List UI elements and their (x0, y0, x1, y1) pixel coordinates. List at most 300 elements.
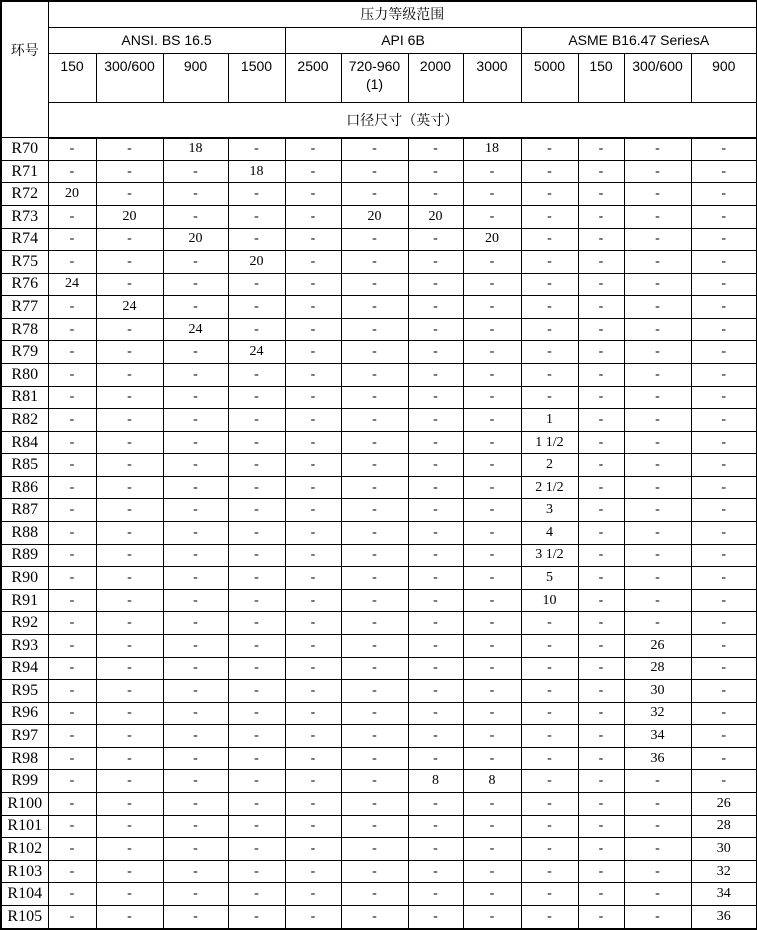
table-cell: - (163, 522, 228, 545)
table-cell: - (341, 228, 408, 251)
table-cell: - (341, 522, 408, 545)
table-cell: - (691, 770, 757, 793)
table-cell: - (163, 725, 228, 748)
table-cell: - (578, 680, 624, 703)
table-row (1, 341, 757, 364)
table-cell: - (163, 680, 228, 703)
table-row (1, 634, 757, 657)
table-cell: - (285, 792, 341, 815)
table-cell: - (624, 183, 691, 206)
table-cell: - (408, 499, 463, 522)
table-cell: - (463, 386, 521, 409)
row-label: R99 (1, 770, 48, 793)
table-cell: 18 (228, 160, 285, 183)
table-cell: - (463, 792, 521, 815)
table-cell: - (285, 386, 341, 409)
table-cell: - (228, 792, 285, 815)
table-cell: - (624, 431, 691, 454)
table-cell: - (228, 522, 285, 545)
table-cell: - (285, 589, 341, 612)
table-cell: - (48, 341, 96, 364)
table-cell: - (228, 770, 285, 793)
table-row (1, 815, 757, 838)
table-cell: - (624, 838, 691, 861)
table-cell: - (341, 431, 408, 454)
table-cell: - (624, 273, 691, 296)
table-cell: - (163, 386, 228, 409)
table-cell: - (691, 183, 757, 206)
table-cell: - (578, 905, 624, 929)
table-cell: - (463, 522, 521, 545)
table-cell: - (96, 589, 163, 612)
table-cell: - (163, 364, 228, 387)
table-cell: - (163, 160, 228, 183)
table-cell: - (463, 838, 521, 861)
table-cell: - (578, 815, 624, 838)
table-cell: - (228, 296, 285, 319)
table-cell: - (163, 657, 228, 680)
table-cell: - (463, 725, 521, 748)
table-cell: - (228, 273, 285, 296)
table-cell: - (408, 792, 463, 815)
table-cell: - (341, 815, 408, 838)
table-cell: - (96, 318, 163, 341)
table-cell: - (578, 657, 624, 680)
table-cell: - (48, 318, 96, 341)
table-cell: - (521, 680, 578, 703)
table-cell: - (228, 725, 285, 748)
table-cell: - (578, 725, 624, 748)
table-cell: - (624, 860, 691, 883)
table-cell: - (521, 364, 578, 387)
table-cell: - (163, 251, 228, 274)
table-title-row (1, 1, 757, 27)
table-cell: - (578, 251, 624, 274)
table-cell: - (285, 476, 341, 499)
table-cell: - (228, 205, 285, 228)
table-cell: - (463, 657, 521, 680)
row-label: R87 (1, 499, 48, 522)
table-cell: - (285, 634, 341, 657)
pressure-col-header: 3000 (463, 53, 521, 102)
table-cell: - (163, 296, 228, 319)
table-cell: - (463, 883, 521, 906)
table-cell: - (285, 205, 341, 228)
table-cell: - (521, 634, 578, 657)
row-label: R70 (1, 138, 48, 161)
table-cell: 20 (96, 205, 163, 228)
table-cell: - (408, 725, 463, 748)
table-cell: - (624, 251, 691, 274)
table-cell: - (408, 318, 463, 341)
table-cell: - (48, 838, 96, 861)
table-cell: - (463, 431, 521, 454)
table-cell: - (96, 612, 163, 635)
table-cell: - (463, 544, 521, 567)
table-cell: - (285, 228, 341, 251)
row-label: R81 (1, 386, 48, 409)
table-cell: - (578, 589, 624, 612)
table-cell: 20 (48, 183, 96, 206)
row-label: R73 (1, 205, 48, 228)
table-cell: - (578, 138, 624, 161)
table-cell: - (163, 883, 228, 906)
table-cell: - (408, 296, 463, 319)
table-cell: - (578, 183, 624, 206)
table-cell: 24 (48, 273, 96, 296)
table-cell: 4 (521, 522, 578, 545)
table-cell: - (48, 499, 96, 522)
table-cell: - (228, 431, 285, 454)
table-cell: - (408, 364, 463, 387)
table-cell: - (624, 770, 691, 793)
table-cell: - (163, 454, 228, 477)
table-cell: - (48, 589, 96, 612)
table-cell: - (521, 386, 578, 409)
table-cell: - (48, 409, 96, 432)
table-cell: - (285, 409, 341, 432)
table-cell: - (341, 770, 408, 793)
table-cell: - (48, 792, 96, 815)
table-cell: - (96, 634, 163, 657)
table-cell: - (163, 589, 228, 612)
table-cell: - (691, 138, 757, 161)
table-cell: - (96, 883, 163, 906)
pressure-col-header: 5000 (521, 53, 578, 102)
table-row (1, 544, 757, 567)
table-cell: - (691, 205, 757, 228)
table-cell: - (624, 296, 691, 319)
table-cell: - (408, 476, 463, 499)
table-cell: - (48, 883, 96, 906)
table-cell: - (578, 544, 624, 567)
table-cell: - (48, 205, 96, 228)
pressure-class-row (1, 53, 757, 102)
row-label: R93 (1, 634, 48, 657)
table-cell: - (341, 905, 408, 929)
table-cell: - (463, 364, 521, 387)
table-cell: - (624, 454, 691, 477)
table-cell: - (463, 273, 521, 296)
table-cell: 30 (624, 680, 691, 703)
table-cell: - (96, 905, 163, 929)
table-cell: - (578, 476, 624, 499)
row-label: R104 (1, 883, 48, 906)
table-cell: - (408, 612, 463, 635)
pressure-col-header: 900 (691, 53, 757, 102)
table-cell: - (408, 838, 463, 861)
table-cell: - (521, 792, 578, 815)
table-cell: - (48, 476, 96, 499)
table-cell: - (578, 341, 624, 364)
table-cell: - (48, 747, 96, 770)
table-cell: - (341, 589, 408, 612)
table-cell: - (341, 386, 408, 409)
row-label: R103 (1, 860, 48, 883)
table-cell: - (521, 160, 578, 183)
row-label: R91 (1, 589, 48, 612)
row-label: R96 (1, 702, 48, 725)
table-row (1, 205, 757, 228)
table-cell: - (228, 838, 285, 861)
table-cell: - (521, 860, 578, 883)
table-cell: - (463, 499, 521, 522)
table-cell: - (96, 454, 163, 477)
table-cell: - (463, 680, 521, 703)
table-cell: 8 (408, 770, 463, 793)
table-row (1, 296, 757, 319)
table-cell: - (341, 567, 408, 590)
pressure-col-header: 720-960 (1) (341, 53, 408, 102)
table-cell: - (341, 657, 408, 680)
table-cell: - (48, 702, 96, 725)
table-row (1, 431, 757, 454)
table-cell: - (408, 680, 463, 703)
table-cell: - (285, 725, 341, 748)
table-cell: - (341, 364, 408, 387)
table-cell: - (96, 838, 163, 861)
table-cell: - (691, 318, 757, 341)
table-cell: - (691, 634, 757, 657)
table-cell: - (48, 725, 96, 748)
row-label: R76 (1, 273, 48, 296)
table-cell: - (228, 386, 285, 409)
table-cell: - (341, 680, 408, 703)
table-cell: - (48, 138, 96, 161)
table-cell: - (578, 883, 624, 906)
table-cell: - (408, 905, 463, 929)
table-cell: - (578, 160, 624, 183)
table-cell: - (624, 341, 691, 364)
table-cell: - (521, 205, 578, 228)
table-cell: 5 (521, 567, 578, 590)
table-cell: - (163, 747, 228, 770)
table-row (1, 386, 757, 409)
table-cell: - (463, 183, 521, 206)
table-cell: - (521, 905, 578, 929)
table-cell: - (228, 905, 285, 929)
table-cell: - (463, 341, 521, 364)
table-cell: - (408, 522, 463, 545)
row-label: R94 (1, 657, 48, 680)
row-label: R77 (1, 296, 48, 319)
table-row (1, 138, 757, 161)
table-cell: - (691, 431, 757, 454)
row-label: R97 (1, 725, 48, 748)
table-cell: - (285, 160, 341, 183)
table-cell: - (285, 499, 341, 522)
table-cell: - (163, 183, 228, 206)
table-cell: - (96, 567, 163, 590)
table-cell: - (341, 476, 408, 499)
table-cell: - (691, 567, 757, 590)
standard-group-row (1, 27, 757, 53)
row-label: R78 (1, 318, 48, 341)
table-cell: - (578, 431, 624, 454)
table-cell: - (96, 792, 163, 815)
table-cell: - (228, 138, 285, 161)
table-cell: - (96, 499, 163, 522)
table-cell: 1 1/2 (521, 431, 578, 454)
row-label: R92 (1, 612, 48, 635)
table-cell: - (624, 160, 691, 183)
table-cell: - (408, 747, 463, 770)
table-row (1, 364, 757, 387)
table-cell: 30 (691, 838, 757, 861)
table-cell: - (163, 634, 228, 657)
table-cell: - (48, 612, 96, 635)
table-cell: - (691, 364, 757, 387)
table-cell: - (691, 589, 757, 612)
group-header-ansi: ANSI. BS 16.5 (48, 27, 285, 53)
table-cell: - (408, 431, 463, 454)
table-row (1, 251, 757, 274)
table-cell: - (521, 183, 578, 206)
table-cell: - (96, 138, 163, 161)
table-cell: - (96, 251, 163, 274)
table-cell: - (163, 205, 228, 228)
table-cell: - (408, 386, 463, 409)
table-cell: - (691, 476, 757, 499)
table-cell: - (463, 612, 521, 635)
pressure-col-header: 2000 (408, 53, 463, 102)
table-row (1, 883, 757, 906)
table-cell: - (624, 905, 691, 929)
table-cell: - (521, 883, 578, 906)
table-row (1, 838, 757, 861)
table-cell: - (341, 138, 408, 161)
table-cell: - (163, 815, 228, 838)
table-cell: 32 (624, 702, 691, 725)
pressure-col-header: 150 (578, 53, 624, 102)
table-row (1, 589, 757, 612)
row-label: R82 (1, 409, 48, 432)
table-cell: - (341, 747, 408, 770)
table-row (1, 160, 757, 183)
table-cell: 18 (163, 138, 228, 161)
table-cell: - (521, 657, 578, 680)
table-row (1, 522, 757, 545)
table-cell: - (285, 431, 341, 454)
table-cell: - (285, 364, 341, 387)
table-cell: - (521, 228, 578, 251)
table-row (1, 657, 757, 680)
table-cell: - (463, 905, 521, 929)
table-cell: - (578, 454, 624, 477)
table-cell: - (408, 589, 463, 612)
table-cell: - (285, 544, 341, 567)
table-cell: - (285, 183, 341, 206)
table-cell: - (96, 702, 163, 725)
table-cell: - (408, 228, 463, 251)
pressure-col-header: 1500 (228, 53, 285, 102)
table-cell: - (96, 364, 163, 387)
table-cell: - (48, 228, 96, 251)
table-cell: - (463, 747, 521, 770)
table-cell: - (691, 499, 757, 522)
table-cell: - (163, 409, 228, 432)
row-label: R84 (1, 431, 48, 454)
table-cell: - (228, 747, 285, 770)
table-cell: - (285, 747, 341, 770)
table-cell: - (408, 273, 463, 296)
table-cell: - (48, 431, 96, 454)
table-cell: - (228, 883, 285, 906)
table-cell: - (285, 657, 341, 680)
table-cell: - (624, 792, 691, 815)
table-cell: - (228, 702, 285, 725)
table-cell: - (341, 296, 408, 319)
table-cell: 10 (521, 589, 578, 612)
table-cell: - (228, 860, 285, 883)
table-cell: - (341, 544, 408, 567)
corner-header-ring-number: 环号 (1, 1, 48, 138)
table-cell: - (463, 318, 521, 341)
table-cell: 24 (96, 296, 163, 319)
table-cell: - (96, 657, 163, 680)
table-cell: - (624, 815, 691, 838)
table-row (1, 273, 757, 296)
table-cell: - (408, 657, 463, 680)
table-cell: - (285, 341, 341, 364)
table-cell: - (341, 702, 408, 725)
table-cell: - (691, 386, 757, 409)
row-label: R72 (1, 183, 48, 206)
table-cell: - (96, 522, 163, 545)
row-label: R102 (1, 838, 48, 861)
table-cell: - (96, 680, 163, 703)
table-cell: - (408, 341, 463, 364)
table-cell: - (163, 544, 228, 567)
table-cell: - (578, 318, 624, 341)
table-cell: - (228, 183, 285, 206)
table-cell: - (228, 544, 285, 567)
table-cell: - (228, 589, 285, 612)
table-row (1, 792, 757, 815)
row-label: R95 (1, 680, 48, 703)
table-cell: 20 (228, 251, 285, 274)
table-cell: 36 (691, 905, 757, 929)
table-cell: - (163, 341, 228, 364)
table-cell: - (578, 364, 624, 387)
table-cell: - (341, 499, 408, 522)
table-cell: - (578, 860, 624, 883)
table-cell: - (521, 138, 578, 161)
table-cell: - (408, 454, 463, 477)
table-cell: 18 (463, 138, 521, 161)
table-cell: - (228, 409, 285, 432)
table-row (1, 454, 757, 477)
table-row (1, 860, 757, 883)
table-cell: 2 1/2 (521, 476, 578, 499)
table-cell: - (463, 702, 521, 725)
table-cell: - (96, 386, 163, 409)
table-cell: - (691, 273, 757, 296)
table-cell: - (624, 567, 691, 590)
table-cell: - (285, 883, 341, 906)
table-row (1, 612, 757, 635)
table-cell: - (228, 657, 285, 680)
table-cell: - (96, 770, 163, 793)
table-cell: - (408, 883, 463, 906)
table-cell: - (96, 860, 163, 883)
table-cell: - (285, 567, 341, 590)
table-cell: - (578, 634, 624, 657)
table-cell: - (228, 567, 285, 590)
table-cell: - (48, 680, 96, 703)
table-cell: - (285, 905, 341, 929)
table-cell: 24 (228, 341, 285, 364)
